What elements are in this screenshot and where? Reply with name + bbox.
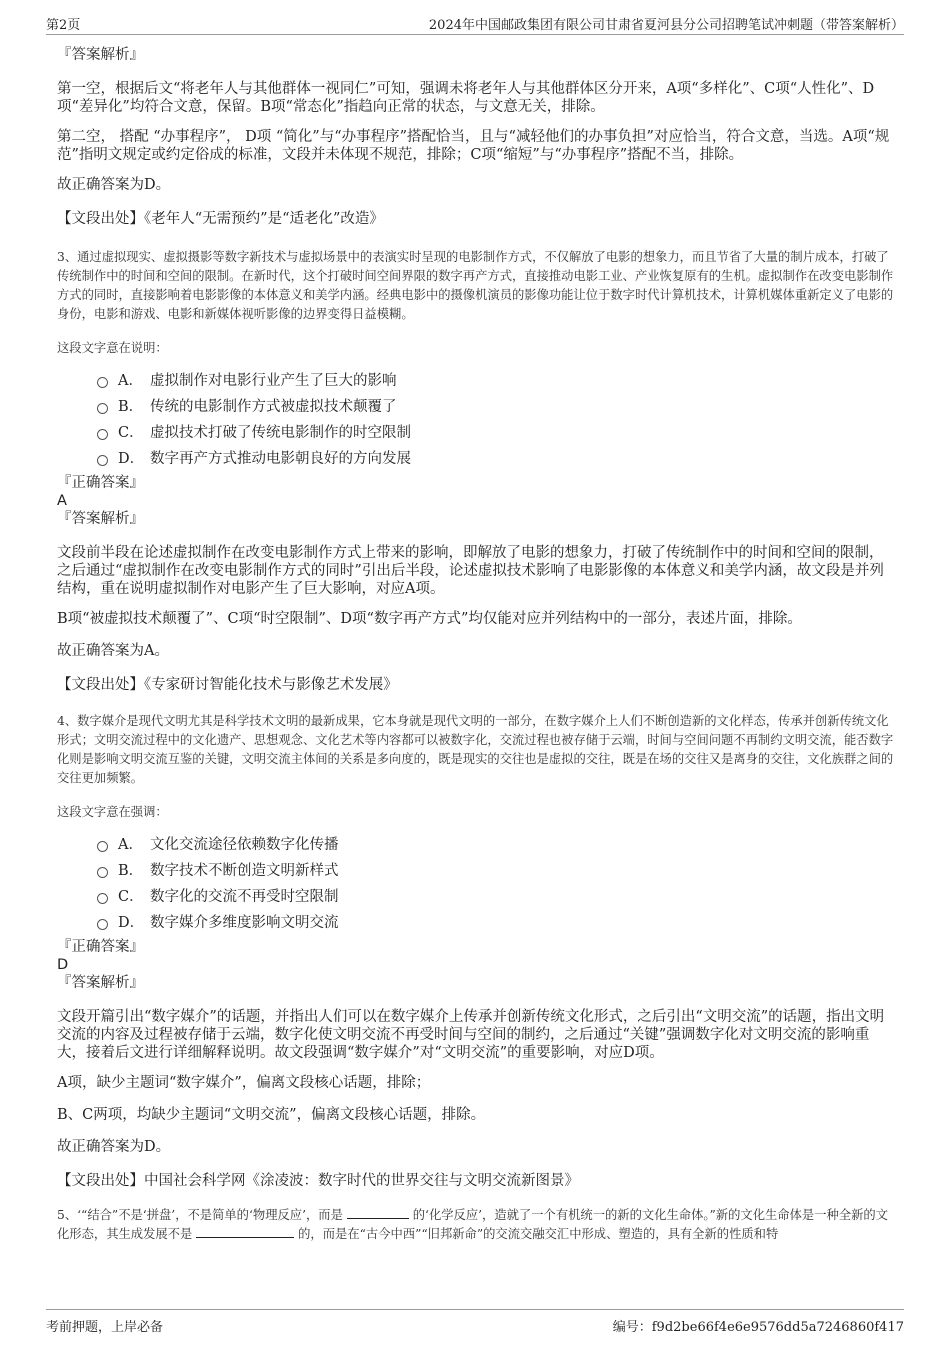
option-text: 传统的电影制作方式被虚拟技术颠覆了: [150, 399, 397, 415]
document-body: [57, 46, 897, 1244]
option-letter: D．: [118, 915, 145, 931]
radio-button[interactable]: [97, 919, 108, 930]
option-text: 数字再产方式推动电影朝良好的方向发展: [150, 451, 411, 467]
source-citation: 【文段出处】中国社会科学网《涂凌波：数字时代的世界交往与文明交流新图景》: [57, 1173, 579, 1189]
option-text: 数字技术不断创造文明新样式: [150, 863, 339, 879]
radio-button[interactable]: [97, 403, 108, 414]
conclusion: 故正确答案为A。: [57, 643, 169, 659]
question-prompt: 这段文字意在强调：: [57, 805, 168, 819]
document-id: 编号：f9d2be66f4e6e9576dd5a7246860f417: [612, 1320, 904, 1335]
option-b[interactable]: [97, 858, 897, 884]
conclusion: 故正确答案为D。: [57, 1139, 171, 1155]
radio-button[interactable]: [97, 893, 108, 904]
page-header: [46, 12, 904, 35]
option-text: 数字化的交流不再受时空限制: [150, 889, 339, 905]
radio-button[interactable]: [97, 841, 108, 852]
page-number: 第2页: [46, 18, 81, 33]
source-citation: 【文段出处】《老年人“无需预约”是“适老化”改造》: [57, 211, 384, 227]
analysis-label: 『答案解析』: [57, 511, 144, 527]
radio-button[interactable]: [97, 867, 108, 878]
radio-button[interactable]: [97, 455, 108, 466]
analysis-paragraph: 文段前半段在论述虚拟制作在改变电影制作方式上带来的影响，即解放了电影的想象力，打破了传统制作中的时间和空间的限制，之后通过“虚拟制作在改变电影制作方式的同时”引出后半段，论述虚拟技术影响了电影影像的本体意义和美学内涵，故文段是并列结构，重在说明虚拟制作对电影产生了巨大影响，对应A项。: [57, 545, 884, 597]
question-passage: 4、数字媒介是现代文明尤其是科学技术文明的最新成果，它本身就是现代文明的一部分，在数字媒介上人们不断创造新的文化样态，传承并创新传统文化形式；文明交流过程中的文化遗产、思想观念、文化艺术等内容都可以被数字化，交流过程也被存储于云端，时间与空间问题不再制约文明交流，能否数字化则是影响文明交流互鉴的关键，文明交流主体间的关系是多向度的，既是现实的交往也是虚拟的交往，既是在场的交往又是离身的交往，文化族群之间的交往更加频繁。: [57, 714, 894, 785]
question-passage: 3、通过虚拟现实、虚拟摄影等数字新技术与虚拟场景中的表演实时呈现的电影制作方式，不仅解放了电影的想象力，而且节省了大量的制片成本，打破了传统制作中的时间和空间的限制。在新时代，这个打破时间空间界限的数字再产方式，直接推动电影工业、产业恢复原有的生机。虚拟制作在改变电影制作方式的同时，直接影响着电影影像的本体意义和美学内涵。经典电影中的摄像机演员的影像功能让位于数字时代计算机技术，计算机媒体重新定义了电影的身份，电影和游戏、电影和新媒体视听影像的边界变得日益模糊。: [57, 250, 894, 321]
analysis-paragraph: B、C两项，均缺少主题词“文明交流”，偏离文段核心话题，排除。: [57, 1107, 486, 1123]
question-prompt: 这段文字意在说明：: [57, 341, 168, 355]
fill-blank[interactable]: [196, 1225, 294, 1238]
radio-button[interactable]: [97, 429, 108, 440]
option-list: [97, 368, 897, 472]
analysis-paragraph: 文段开篇引出“数字媒介”的话题，并指出人们可以在数字媒介上传承并创新传统文化形式，之后引出“文明交流”的话题，指出文明交流的内容及过程被存储于云端，数字化使文明交流不再受时间与空间的制约，之后通过“关键”强调数字化对文明交流的影响重大，接着后文进行详细解释说明。故文段强调“数字媒介”对“文明交流”的重要影响，对应D项。: [57, 1009, 885, 1061]
question-passage: [57, 1206, 897, 1244]
option-letter: C．: [118, 889, 144, 905]
option-d[interactable]: [97, 910, 897, 936]
passage-text: 5、‘“结合”不是‘拼盘’，不是简单的‘物理反应’，而是: [57, 1208, 343, 1222]
fill-blank[interactable]: [347, 1206, 409, 1219]
analysis-paragraph: 第一空，根据后文“将老年人与其他群体一视同仁”可知，强调未将老年人与其他群体区分开来，A项“多样化”、C项“人性化”、D项“差异化”均符合文意，保留。B项“常态化”指趋向正常的状态，与文意无关，排除。: [57, 81, 875, 115]
option-text: 虚拟制作对电影行业产生了巨大的影响: [150, 373, 397, 389]
option-a[interactable]: [97, 832, 897, 858]
option-d[interactable]: [97, 446, 897, 472]
correct-answer-label: 『正确答案』: [57, 475, 144, 491]
option-letter: B．: [118, 863, 144, 879]
document-title: 2024年中国邮政集团有限公司甘肃省夏河县分公司招聘笔试冲刺题（带答案解析）: [428, 18, 904, 33]
option-b[interactable]: [97, 394, 897, 420]
passage-text: 的，而是在“古今中西”“旧邦新命”的交流交融交汇中形成、塑造的，具有全新的性质和特: [298, 1227, 779, 1241]
conclusion: 故正确答案为D。: [57, 177, 171, 193]
option-letter: A．: [118, 837, 143, 853]
source-citation: 【文段出处】《专家研讨智能化技术与影像艺术发展》: [57, 677, 398, 693]
correct-answer: D: [57, 957, 69, 973]
option-c[interactable]: [97, 884, 897, 910]
option-letter: B．: [118, 399, 144, 415]
option-text: 数字媒介多维度影响文明交流: [150, 915, 339, 931]
footer-slogan: 考前押题，上岸必备: [46, 1320, 164, 1335]
analysis-label: 『答案解析』: [57, 47, 144, 63]
option-text: 文化交流途径依赖数字化传播: [150, 837, 339, 853]
option-text: 虚拟技术打破了传统电影制作的时空限制: [150, 425, 411, 441]
passage-text: 的‘化学反应’，造就了一个有机统一的新的文化生命体。”新的文化生命体是一种全新的文化形态，其生成发展不是: [57, 1208, 888, 1241]
analysis-paragraph: B项“被虚拟技术颠覆了”、C项“时空限制”、D项“数字再产方式”均仅能对应并列结构中的一部分，表述片面，排除。: [57, 611, 802, 627]
radio-button[interactable]: [97, 377, 108, 388]
analysis-paragraph: 第二空， 搭配 “办事程序”， D项 “简化”与“办事程序”搭配恰当，且与“减轻他们的办事负担”对应恰当，符合文意，当选。A项“规范”指明文规定或约定俗成的标准，文段并未体现不规范，排除；C项“缩短”与“办事程序”搭配不当，排除。: [57, 129, 890, 163]
option-c[interactable]: [97, 420, 897, 446]
page-footer: [46, 1309, 904, 1336]
option-letter: D．: [118, 451, 145, 467]
analysis-label: 『答案解析』: [57, 975, 144, 991]
correct-answer: A: [57, 493, 67, 509]
option-letter: A．: [118, 373, 143, 389]
analysis-paragraph: A项，缺少主题词“数字媒介”，偏离文段核心话题，排除；: [57, 1075, 431, 1091]
option-a[interactable]: [97, 368, 897, 394]
option-list: [97, 832, 897, 936]
correct-answer-label: 『正确答案』: [57, 939, 144, 955]
option-letter: C．: [118, 425, 144, 441]
